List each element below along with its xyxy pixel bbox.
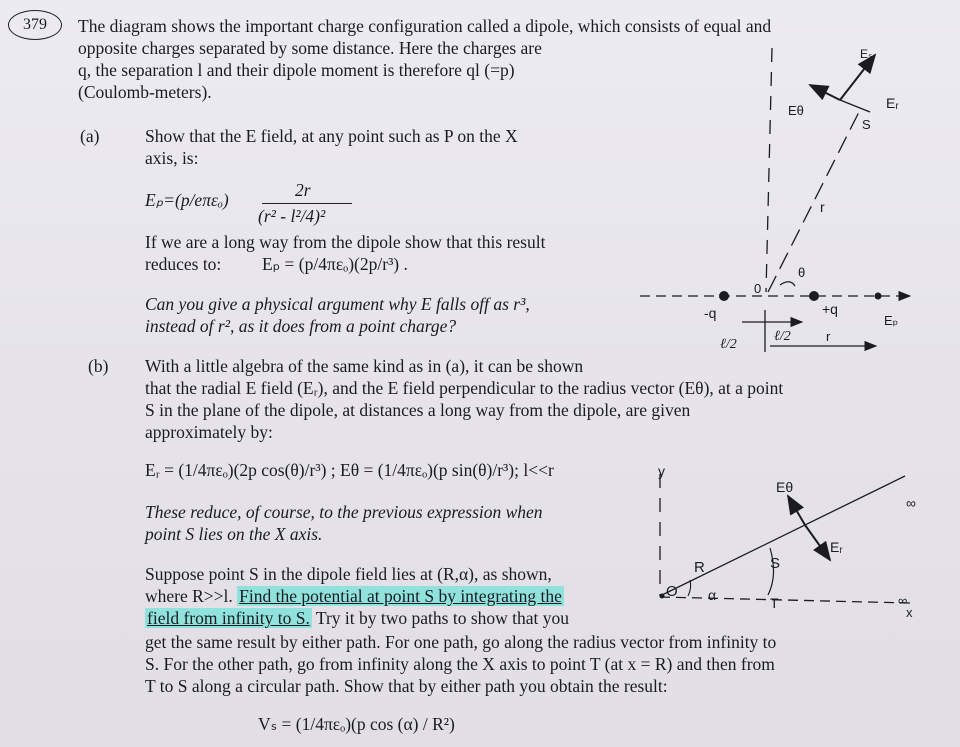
fig2-x-axis: [660, 597, 910, 603]
italic-line-1: These reduce, of course, to the previous expression when: [145, 502, 543, 522]
etheta-arrow: [810, 85, 840, 100]
suppose-line-4: get the same result by either path. For one path, go along the radius vector from infinity to: [145, 632, 777, 652]
part-a-line-3: If we are a long way from the dipole show that this result: [145, 232, 546, 252]
negative-charge: [719, 291, 729, 301]
fig1-half-sep-right: ℓ/2: [774, 329, 791, 344]
fig2-er-arrow: [805, 525, 830, 560]
part-a-line-2: axis, is:: [145, 148, 199, 168]
suppose-line-1: Suppose point S in the dipole field lies at (R,α), as shown,: [145, 564, 552, 584]
fig1-etheta-label: Eθ: [788, 103, 804, 118]
fig2-etheta-label: Eθ: [776, 479, 794, 495]
fig1-neg-charge-label: -q: [704, 305, 717, 321]
part-b-label: (b): [88, 356, 109, 376]
part-b-line-4: approximately by:: [145, 422, 273, 442]
equation-ep-lhs: Eₚ=(p/eπεₒ): [145, 190, 229, 210]
part-a-label: (a): [80, 126, 100, 146]
intro-line-3: q, the separation l and their dipole moment is therefore ql (=p): [78, 60, 515, 80]
fig1-er-label: Eᵣ: [886, 95, 899, 111]
fig2-er-label: Eᵣ: [830, 539, 843, 555]
fig1-es-label: Eₛ: [860, 47, 873, 61]
intro-line-1: The diagram shows the important charge configuration called a dipole, which consists of equal and: [78, 16, 772, 36]
suppose-line-6: T to S along a circular path. Show that by either path you obtain the result:: [145, 676, 668, 696]
result-equation: Vₛ = (1/4πεₒ)(p cos (α) / R²): [258, 714, 455, 734]
fig2-y-label: y: [658, 463, 665, 479]
fig2-infinity-right: ∞: [898, 593, 908, 608]
fig1-theta-label: θ: [798, 265, 806, 280]
part-a-line-4-label: reduces to:: [145, 254, 222, 274]
suppose-line-5: S. For the other path, go from infinity along the X axis to point T (at x = R) and then from: [145, 654, 775, 674]
part-b-line-1: With a little algebra of the same kind as in (a), it can be shown: [145, 356, 584, 376]
es-arrow: [840, 55, 875, 100]
part-a-line-4-eq: Eₚ = (p/4πεₒ)(2p/r³) .: [262, 254, 408, 274]
equation-ep-numerator: 2r: [295, 180, 311, 200]
fig2-infinity-top: ∞: [906, 495, 916, 511]
part-b-line-3: S in the plane of the dipole, at distances a long way from the dipole, are given: [145, 400, 691, 420]
highlight-find-potential: Find the potential at point S by integrating the: [239, 586, 562, 606]
fig2-etheta-arrow: [788, 496, 805, 525]
fig1-ep-label: Eₚ: [884, 313, 899, 328]
italic-line-2: point S lies on the X axis.: [145, 524, 323, 544]
positive-charge: [809, 291, 819, 301]
fig1-r-label: r: [820, 199, 825, 215]
question-line-2: instead of r², as it does from a point charge?: [145, 316, 457, 336]
intro-line-4: (Coulomb-meters).: [78, 82, 212, 102]
question-line-1: Can you give a physical argument why E falls off as r³,: [145, 294, 530, 314]
intro-line-2: opposite charges separated by some distance. Here the charges are: [78, 38, 542, 58]
er-arrow: [840, 100, 870, 112]
problem-number: 379: [8, 10, 62, 40]
equation-ep-denominator: (r² - l²/4)²: [258, 206, 326, 226]
fig1-origin-label: 0: [754, 281, 762, 296]
fig2-r-label: R: [694, 559, 705, 576]
radius-line: [768, 110, 860, 292]
fig1-pos-charge-label: +q: [822, 301, 838, 317]
fig2-x-label: x: [906, 605, 913, 620]
fig2-o-label: O: [666, 583, 678, 600]
part-b-line-2: that the radial E field (Eᵣ), and the E field perpendicular to the radius vector (Eθ), at a point: [145, 378, 784, 398]
point-p: [875, 293, 882, 300]
fig2-origin: [660, 594, 665, 599]
fig2-t-label: T: [770, 595, 779, 611]
part-b-equation: Eᵣ = (1/4πεₒ)(2p cos(θ)/r³) ; Eθ = (1/4πεₒ)(p sin(θ)/r³); l<<r: [145, 460, 554, 480]
y-axis-dashed: [766, 48, 772, 292]
fig1-s-label: S: [862, 117, 871, 132]
highlight-field-from-infinity: field from infinity to S.: [147, 608, 310, 628]
fig1-r-distance-label: r: [826, 329, 831, 344]
theta-arc: [780, 282, 795, 286]
suppose-line-2-a: where R>>l.: [145, 586, 238, 606]
fig2-alpha-label: α: [708, 587, 717, 603]
part-a-line-1: Show that the E field, at any point such as P on the X: [145, 126, 518, 146]
fig1-half-sep-left: ℓ/2: [720, 337, 737, 352]
fig2-s-label: S: [770, 555, 781, 572]
suppose-line-3-b: Try it by two paths to show that you: [311, 608, 570, 628]
